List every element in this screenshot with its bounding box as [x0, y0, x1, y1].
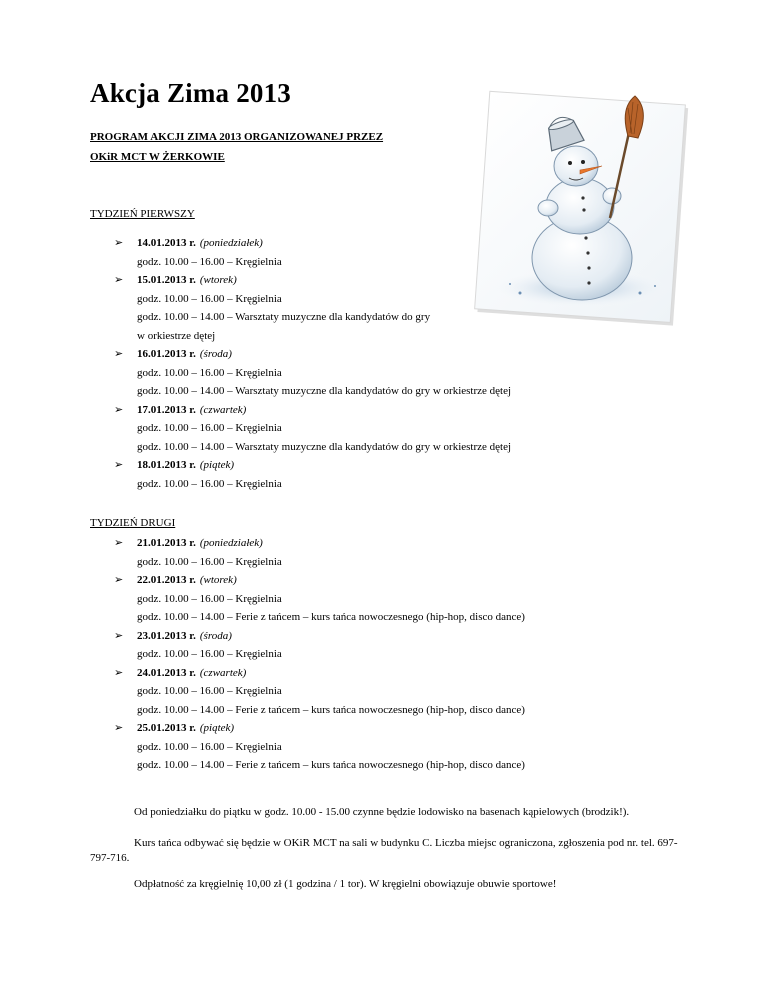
schedule-line: godz. 10.00 – 14.00 – Ferie z tańcem – kurs tańca nowoczesnego (hip-hop, disco dance)	[137, 611, 525, 623]
day-date: 17.01.2013 r.	[137, 403, 196, 416]
day-weekday: (piątek)	[199, 459, 235, 471]
schedule-line: godz. 10.00 – 14.00 – Warsztaty muzyczne dla kandydatów do gry w orkiestrze dętej	[137, 440, 512, 453]
arrow-bullet-icon: ➢	[114, 458, 124, 471]
day-date: 15.01.2013 r.	[137, 274, 196, 286]
schedule-line: godz. 10.00 – 14.00 – Ferie z tańcem – kurs tańca nowoczesnego (hip-hop, disco dance)	[137, 759, 525, 771]
schedule-line: godz. 10.00 – 16.00 – Kręgielnia	[137, 422, 282, 434]
day-entry	[0, 456, 768, 493]
week-heading-second: TYDZIEŃ DRUGI	[90, 517, 176, 529]
arrow-bullet-icon: ➢	[114, 347, 124, 360]
schedule-line: godz. 10.00 – 16.00 – Kręgielnia	[137, 685, 282, 697]
arrow-bullet-icon: ➢	[114, 273, 124, 286]
schedule-line: godz. 10.00 – 14.00 – Warsztaty muzyczne dla kandydatów do gry w orkiestrze dętej	[137, 385, 512, 397]
arrow-bullet-icon: ➢	[114, 573, 124, 586]
day-date: 23.01.2013 r.	[137, 629, 196, 642]
document-title: Akcja Zima 2013	[90, 78, 291, 108]
day-weekday: (środa)	[199, 629, 232, 642]
arrow-bullet-icon: ➢	[114, 536, 124, 549]
week-second-days	[0, 534, 768, 775]
schedule-line: godz. 10.00 – 16.00 – Kręgielnia	[137, 292, 282, 305]
day-weekday: (wtorek)	[199, 274, 237, 286]
day-date: 14.01.2013 r.	[137, 237, 196, 249]
arrow-bullet-icon: ➢	[114, 665, 124, 679]
day-date: 16.01.2013 r.	[137, 348, 196, 360]
note-ice-rink: Od poniedziałku do piątku w godz. 10.00 - 15.00 czynne będzie lodowisko na basenach kąpielowych (brodzik!).	[134, 806, 630, 818]
snowman-illustration	[470, 88, 694, 326]
day-weekday: (czwartek)	[199, 666, 247, 679]
schedule-line: godz. 10.00 – 16.00 – Kręgielnia	[137, 477, 282, 490]
schedule-line: godz. 10.00 – 14.00 – Ferie z tańcem – kurs tańca nowoczesnego (hip-hop, disco dance)	[137, 703, 525, 716]
day-weekday: (poniedziałek)	[199, 237, 263, 249]
program-heading-line2: OKiR MCT W ŻERKOWIE	[90, 151, 225, 163]
day-weekday: (środa)	[199, 348, 232, 360]
arrow-bullet-icon: ➢	[114, 721, 124, 734]
schedule-line: godz. 10.00 – 16.00 – Kręgielnia	[137, 648, 282, 660]
schedule-line: w orkiestrze dętej	[137, 329, 216, 342]
arrow-bullet-icon: ➢	[114, 628, 124, 642]
day-entry	[0, 719, 768, 775]
program-heading-line1: PROGRAM AKCJI ZIMA 2013 ORGANIZOWANEJ PRZEZ	[90, 131, 384, 143]
schedule-line: godz. 10.00 – 16.00 – Kręgielnia	[137, 255, 282, 268]
day-entry	[0, 627, 768, 664]
day-entry	[0, 664, 768, 720]
day-date: 24.01.2013 r.	[137, 666, 196, 679]
schedule-line: godz. 10.00 – 16.00 – Kręgielnia	[137, 740, 282, 753]
day-entry	[0, 345, 768, 401]
day-weekday: (wtorek)	[199, 574, 237, 586]
schedule-line: godz. 10.00 – 16.00 – Kręgielnia	[137, 366, 282, 379]
schedule-line: godz. 10.00 – 14.00 – Warsztaty muzyczne dla kandydatów do gry	[137, 311, 431, 323]
note-dance-course: Kurs tańca odbywać się będzie w OKiR MCT na sali w budynku C. Liczba miejsc ograniczona, zgłoszenia pod nr. tel. 697-797-716.	[90, 837, 678, 864]
day-date: 21.01.2013 r.	[137, 537, 196, 549]
day-entry	[0, 401, 768, 457]
day-weekday: (poniedziałek)	[199, 537, 263, 549]
note-bowling-fee: Odpłatność za kręgielnię 10,00 zł (1 godzina / 1 tor). W kręgielni obowiązuje obuwie sportowe!	[134, 878, 557, 890]
day-weekday: (piątek)	[199, 722, 235, 734]
week-heading-first: TYDZIEŃ PIERWSZY	[90, 208, 195, 220]
day-date: 22.01.2013 r.	[137, 574, 196, 586]
arrow-bullet-icon: ➢	[114, 236, 124, 249]
schedule-line: godz. 10.00 – 16.00 – Kręgielnia	[137, 592, 282, 605]
schedule-line: godz. 10.00 – 16.00 – Kręgielnia	[137, 555, 282, 568]
day-entry	[0, 571, 768, 627]
day-date: 25.01.2013 r.	[137, 722, 196, 734]
arrow-bullet-icon: ➢	[114, 402, 124, 416]
day-date: 18.01.2013 r.	[137, 459, 196, 471]
day-weekday: (czwartek)	[199, 403, 247, 416]
day-entry	[0, 534, 768, 571]
